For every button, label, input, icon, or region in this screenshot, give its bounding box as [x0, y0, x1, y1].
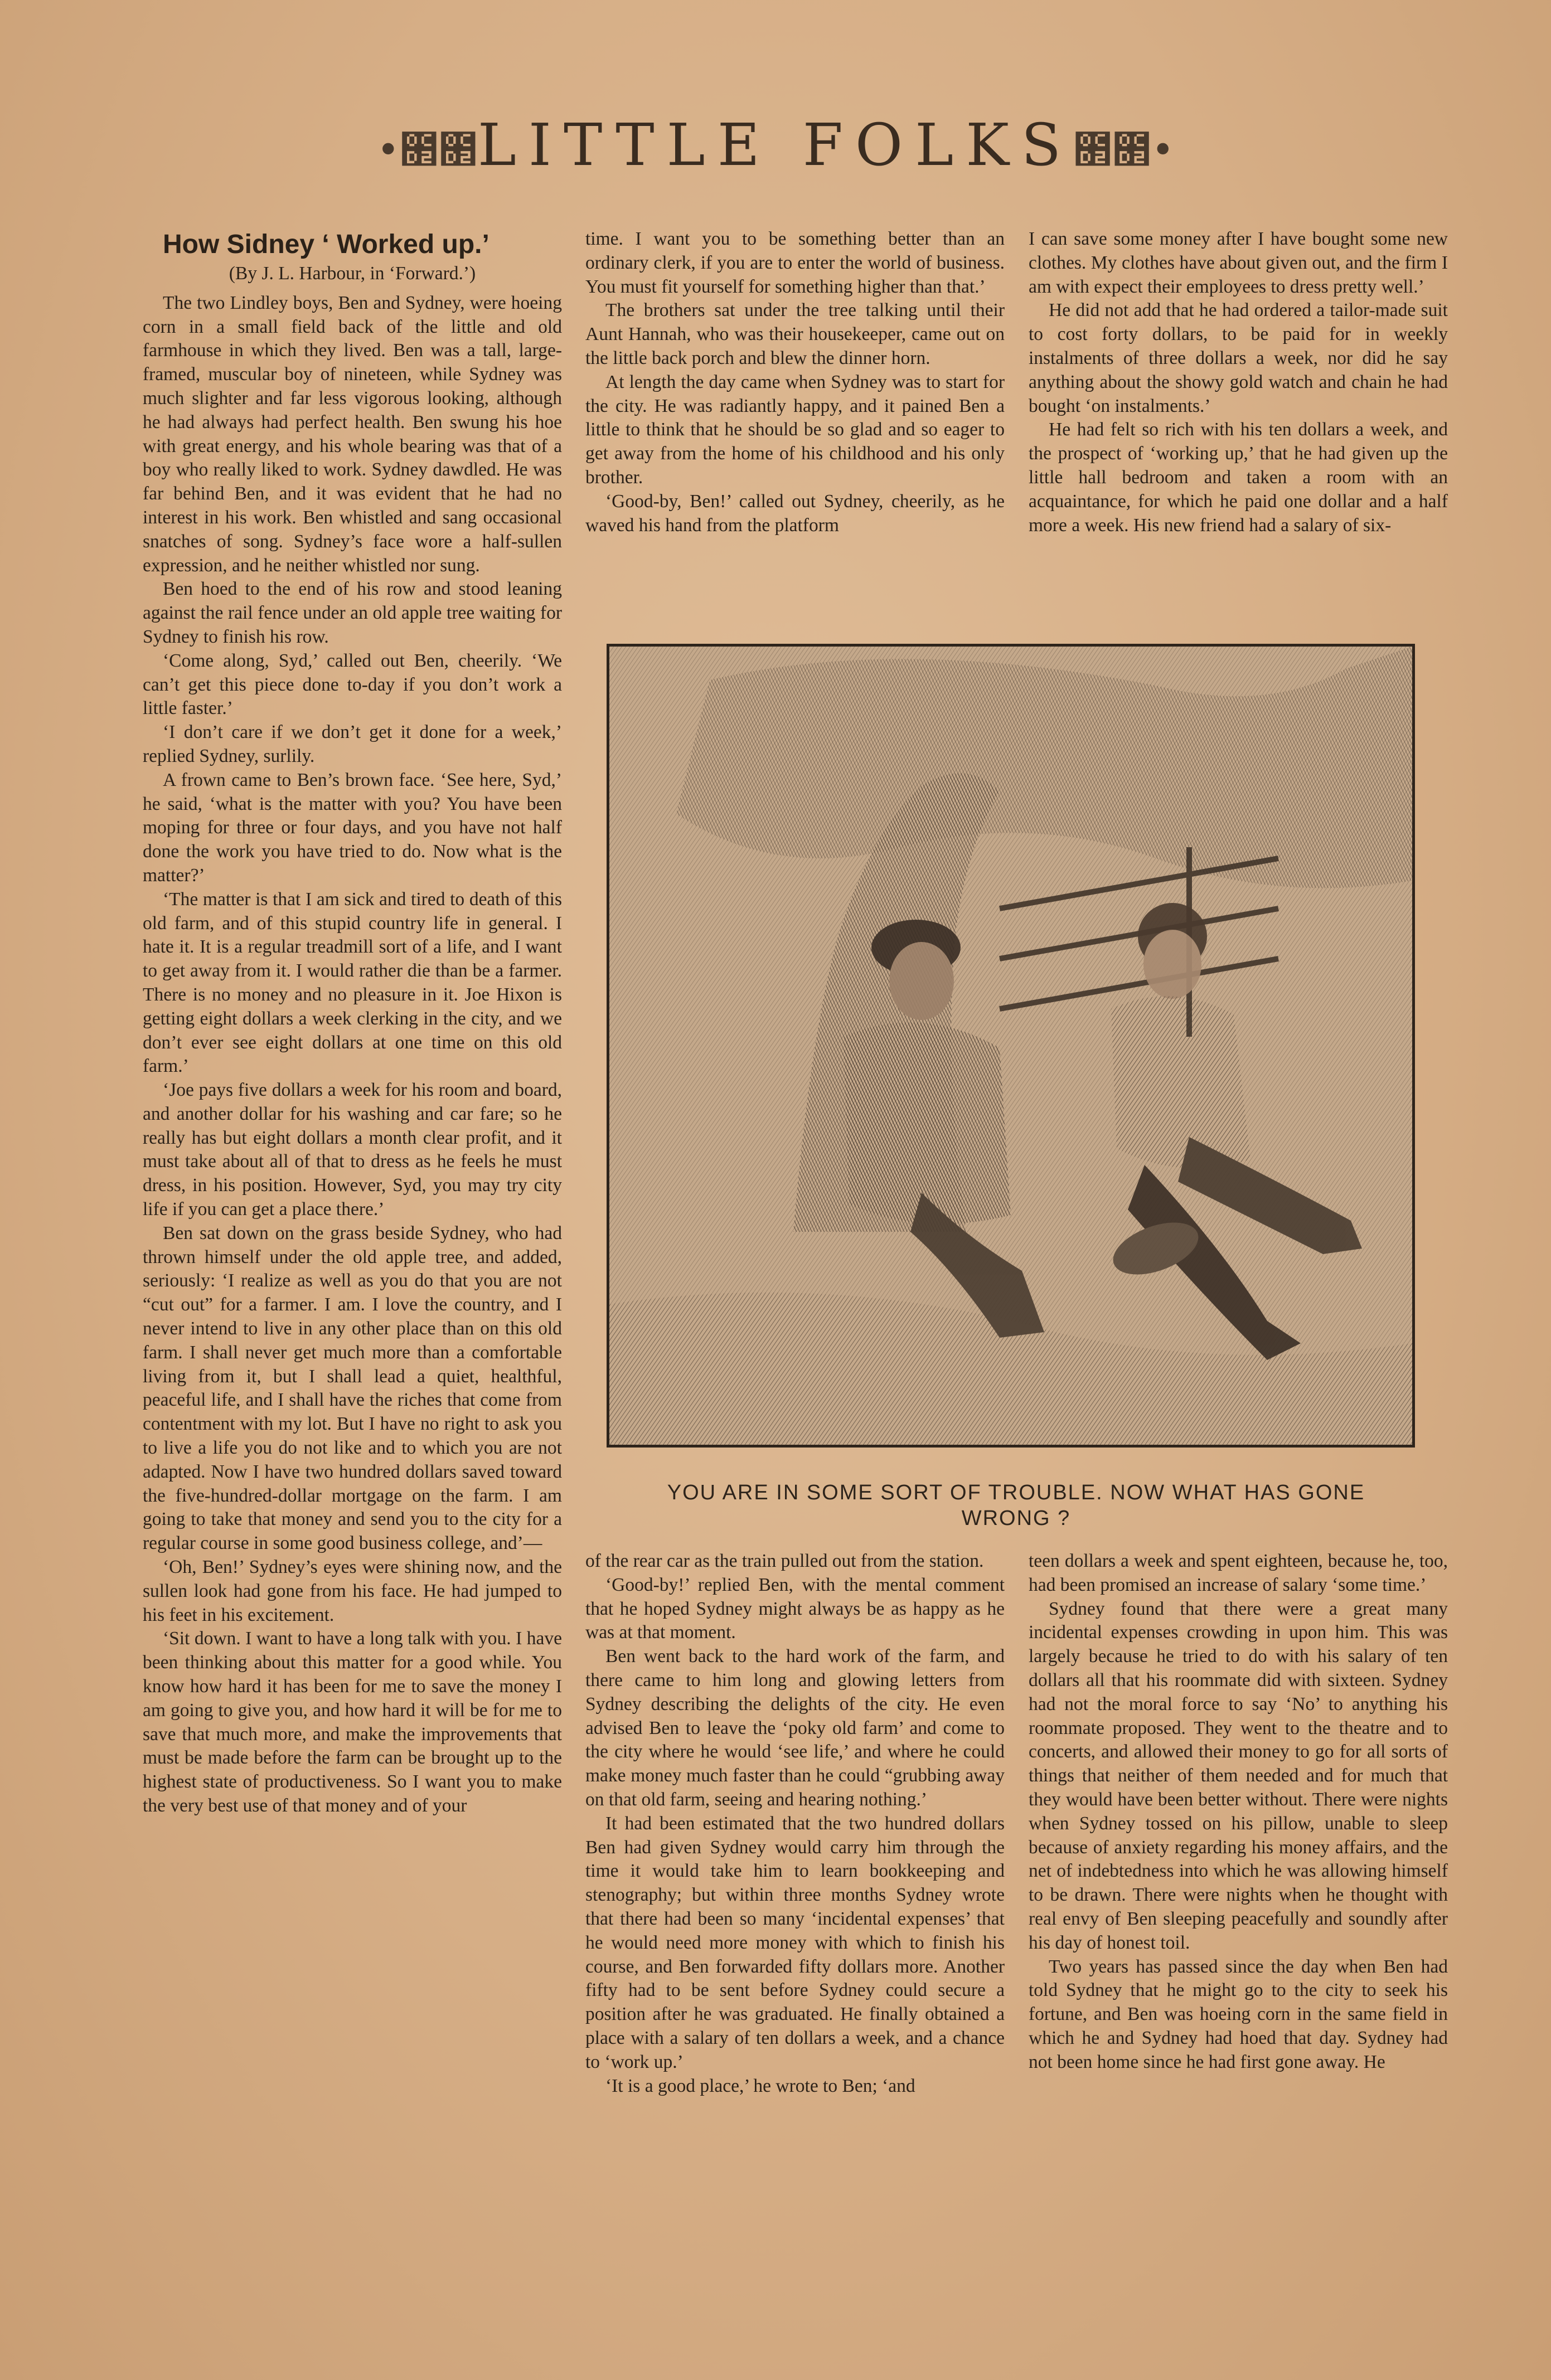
ornament-right: ೒೒• — [1073, 127, 1175, 173]
paragraph: ‘Good-by!’ replied Ben, with the mental comment that he hoped Sydney might always be as happy as he was at that moment. — [585, 1574, 1005, 1643]
paragraph: Sydney found that there were a great many incidental expenses crowding in upon him. This was largely because he tried to do with his salary of ten dollars all that his roommate did with sixteen. Sydney had not the moral force to say ‘No’ to anything his roommate proposed. They went to the theatre and to concerts, and allowed their money to go for all sorts of things that neither of them needed and for much that they would have been better without. There were nights when Sydney tossed on his pillow, unable to sleep because of anxiety regarding his money affairs, and the net of indebtedness into which he was allowing himself to be drawn. There were nights when he thought with real envy of Ben sleeping peacefully and soundly after his day of honest toil. — [1029, 1598, 1448, 1953]
story-byline: (By J. L. Harbour, in ‘Forward.’) — [229, 263, 476, 284]
paragraph: ‘I don’t care if we don’t get it done for a week,’ replied Sydney, surlily. — [143, 722, 562, 766]
paragraph: A frown came to Ben’s brown face. ‘See here, Syd,’ he said, ‘what is the matter with you? You have been moping for three or four days, and you have not half done the work you have tried to do. Now what is the matter?’ — [143, 769, 562, 886]
paragraph: ‘Sit down. I want to have a long talk with you. I have been thinking about this matter for a good while. You know how hard it has been for me to save the money I am going to give you, and how hard it will be for me to save that much more, and make the improvements that must be made before the farm can be brought up to the highest state of productiveness. So I want you to make the very best use of that money and of your — [143, 1628, 562, 1816]
story-title: How Sidney ‘ Worked up.’ — [163, 230, 489, 259]
page-title-text: LITTLE FOLKS — [477, 111, 1074, 179]
illustration — [607, 644, 1415, 1448]
paragraph: teen dollars a week and spent eighteen, because he, too, had been promised an increase of salary ‘some time.’ — [1029, 1551, 1448, 1595]
column-2-top — [585, 227, 1005, 537]
paragraph: ‘Oh, Ben!’ Sydney’s eyes were shining now, and the sullen look had gone from his face. He had jumped to his feet in his excitement. — [143, 1557, 562, 1625]
paragraph: ‘Good-by, Ben!’ called out Sydney, cheerily, as he waved his hand from the platform — [585, 490, 1005, 536]
paragraph: time. I want you to be something better than an ordinary clerk, if you are to enter the world of business. You must fit yourself for something higher than that.’ — [585, 229, 1005, 297]
column-2-bottom — [585, 1550, 1005, 2098]
caption-line-2: WRONG ? — [961, 1507, 1071, 1530]
column-3-bottom — [1029, 1550, 1448, 2075]
paragraph: ‘It is a good place,’ he wrote to Ben; ‘and — [605, 2075, 915, 2096]
paragraph: Ben hoed to the end of his row and stood leaning against the rail fence under an old apple tree waiting for Sydney to finish his row. — [143, 579, 562, 647]
paragraph: Ben sat down on the grass beside Sydney, who had thrown himself under the old apple tree, and added, seriously: ‘I realize as well as you do that you are not “cut out” for a farmer. I am. I love the country, and I never intend to live in any other place than on this old farm. I shall never get much more than a comfortable living from it, but I shall lead a quiet, healthful, peaceful life, and I shall have the riches that come from contentment with my lot. But I have no right to ask you to live a life you do not like and to which you are not adapted. Now I have two hundred dollars saved toward the five-hundred-dollar mortgage on the farm. I am going to take that money and send you to the city for a regular course in some good business college, and’— — [143, 1222, 562, 1554]
paragraph: The brothers sat under the tree talking until their Aunt Hannah, who was their housekeeper, came out on the little back porch and blew the dinner horn. — [585, 300, 1005, 368]
paragraph: Two years has passed since the day when Ben had told Sydney that he might go to the city to seek his fortune, and Ben was hoeing corn in the same field in which he and Sydney had hoed that day. Sydney had not been home since he had first gone away. He — [1029, 1956, 1448, 2072]
ornament-left: •೒೒ — [376, 127, 478, 173]
paragraph: He had felt so rich with his ten dollars a week, and the prospect of ‘working up,’ that he had given up the little hall bedroom and taken a room with an acquaintance, for which he paid one dollar and a half more a week. His new friend had a salary of six- — [1029, 419, 1448, 536]
paragraph: ‘The matter is that I am sick and tired to death of this old farm, and of this stupid country life in general. I hate it. It is a regular treadmill sort of a life, and I want to get away from it. I would rather die than be a farmer. There is no money and no pleasure in it. Joe Hixon is getting eight dollars a week clerking in the city, and we don’t ever see eight dollars at one time on this old farm.’ — [143, 888, 562, 1077]
column-3-top — [1029, 227, 1448, 537]
illustration-caption — [585, 1480, 1447, 1531]
paragraph: The two Lindley boys, Ben and Sydney, were hoeing corn in a small field back of the little and old farmhouse in which they lived. Ben was a tall, large-framed, muscular boy of nineteen, while Sydney was much slighter and far less vigorous looking, although he had always had perfect health. Ben swung his hoe with great energy, and his whole bearing was that of a boy who really liked to work. Sydney dawdled. He was far behind Ben, and it was evident that he had no interest in his work. Ben whistled and sang occasional snatches of song. Sydney’s face wore a half-sullen expression, and he neither whistled nor sung. — [143, 292, 562, 576]
paragraph: It had been estimated that the two hundred dollars Ben had given Sydney would carry him through the time it would take him to learn bookkeeping and stenography; but within three months Sydney wrote that there had been so many ‘incidental expenses’ that he would need more money with which to finish his course, and Ben forwarded fifty dollars more. Another fifty had to be sent before Sydney could secure a position after he was graduated. He finally obtained a place with a salary of ten dollars a week, and a chance to ‘work up.’ — [585, 1813, 1005, 2072]
paragraph: ‘Joe pays five dollars a week for his room and board, and another dollar for his washing and car fare; so he really has but eight dollars a month clear profit, and it must take about all of that to dress as he feels he must dress, in his position. However, Syd, you may try city life if you can get a place there.’ — [143, 1080, 562, 1220]
paragraph: I can save some money after I have bought some new clothes. My clothes have about given out, and the firm I am with expect their employees to dress pretty well.’ — [1029, 229, 1448, 297]
paragraph: Ben went back to the hard work of the farm, and there came to him long and glowing letters from Sydney describing the delights of the city. He even advised Ben to leave the ‘poky old farm’ and come to the city where he would ‘see life,’ and where he could make money much faster than he could “grubbing away on that old farm, seeing and hearing nothing.’ — [585, 1646, 1005, 1810]
paragraph: He did not add that he had ordered a tailor-made suit to cost forty dollars, to be paid for in weekly instalments of three dollars a week, nor did he say anything about the showy gold watch and chain he had bought ‘on instalments.’ — [1029, 300, 1448, 416]
paragraph: At length the day came when Sydney was to start for the city. He was radiantly happy, and it pained Ben a little to think that he should be so glad and so eager to get away from the home of his childhood and his only brother. — [585, 371, 1005, 488]
paragraph: of the rear car as the train pulled out from the station. — [585, 1551, 984, 1571]
column-1 — [143, 227, 562, 1818]
page-title — [0, 111, 1551, 183]
caption-line-1: YOU ARE IN SOME SORT OF TROUBLE. NOW WHAT HAS GONE — [667, 1481, 1365, 1504]
paragraph: ‘Come along, Syd,’ called out Ben, cheerily. ‘We can’t get this piece done to-day if you don’t work a little faster.’ — [143, 650, 562, 719]
two-boys-under-tree-engraving — [609, 647, 1412, 1445]
